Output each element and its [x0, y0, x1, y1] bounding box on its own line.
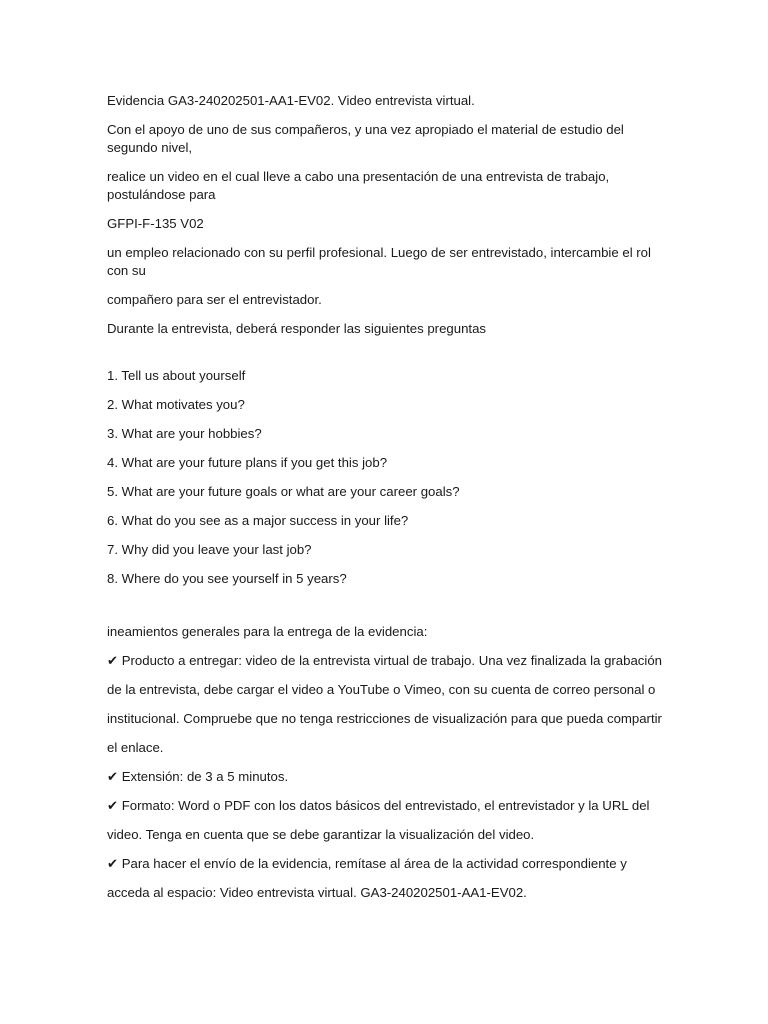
intro-paragraph: compañero para ser el entrevistador. [107, 292, 322, 307]
question-item: 2. What motivates you? [107, 397, 245, 412]
question-item: 7. Why did you leave your last job? [107, 542, 312, 557]
question-item: 3. What are your hobbies? [107, 426, 262, 441]
question-item: 5. What are your future goals or what are your career goals? [107, 484, 460, 499]
document-heading: Evidencia GA3-240202501-AA1-EV02. Video entrevista virtual. [107, 93, 475, 108]
document-body [107, 92, 663, 907]
form-code: GFPI-F-135 V02 [107, 216, 204, 231]
intro-paragraph: Con el apoyo de uno de sus compañeros, y una vez apropiado el material de estudio del segundo nivel, [107, 122, 624, 155]
guideline-item: ✔ Extensión: de 3 a 5 minutos. [107, 769, 289, 784]
guidelines-title: ineamientos generales para la entrega de la evidencia: [107, 624, 428, 639]
questions-intro: Durante la entrevista, deberá responder las siguientes preguntas [107, 321, 487, 336]
question-item: 4. What are your future plans if you get this job? [107, 455, 388, 470]
guidelines-section [107, 617, 663, 907]
intro-paragraph: un empleo relacionado con su perfil profesional. Luego de ser entrevistado, intercambie el rol con su [107, 245, 651, 278]
guideline-item: ✔ Formato: Word o PDF con los datos básicos del entrevistado, el entrevistador y la URL del video. Tenga en cuenta que se debe garantizar la visualización del video. [107, 798, 650, 842]
spacer [107, 349, 663, 367]
guideline-item: ✔ Producto a entregar: video de la entrevista virtual de trabajo. Una vez finalizada la grabación de la entrevista, debe cargar el video a YouTube o Vimeo, con su cuenta de correo personal o institucional. Compruebe que no tenga restricciones de visualización para que pueda compartir el enlace. [107, 653, 662, 755]
question-item: 6. What do you see as a major success in your life? [107, 513, 409, 528]
question-list [107, 367, 663, 588]
intro-paragraph: realice un video en el cual lleve a cabo una presentación de una entrevista de trabajo, postulándose para [107, 169, 610, 202]
question-item: 8. Where do you see yourself in 5 years? [107, 571, 347, 586]
question-item: 1. Tell us about yourself [107, 368, 246, 383]
guideline-item: ✔ Para hacer el envío de la evidencia, remítase al área de la actividad correspondiente y acceda al espacio: Video entrevista virtual. GA3-240202501-AA1-EV02. [107, 856, 627, 900]
spacer [107, 599, 663, 617]
